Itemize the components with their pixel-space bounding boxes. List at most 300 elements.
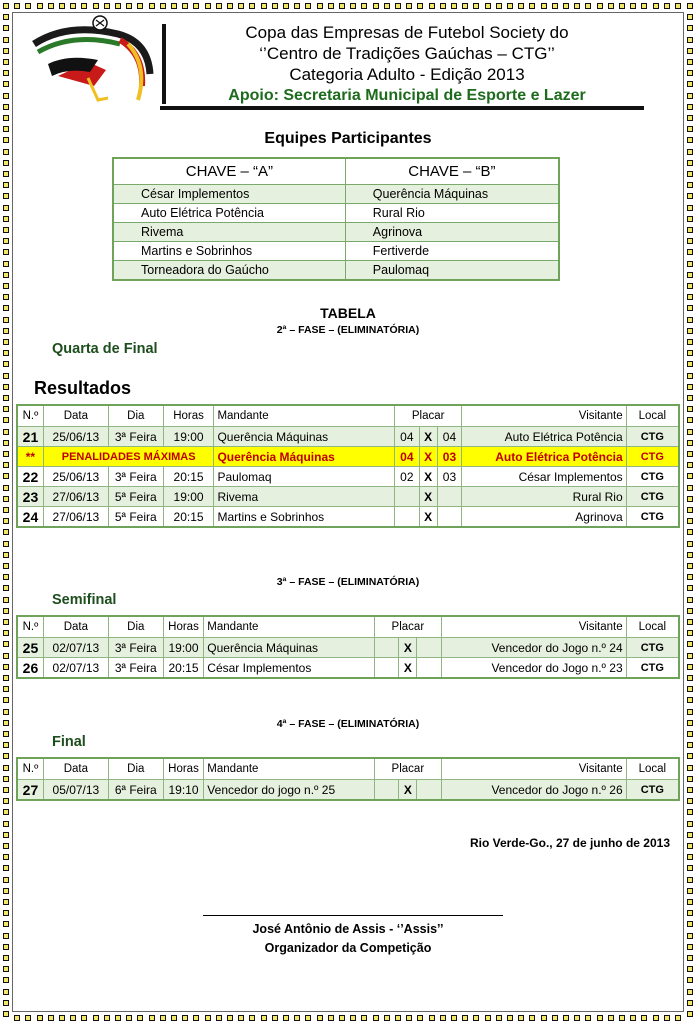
border-square xyxy=(3,261,9,267)
border-square xyxy=(687,619,693,625)
border-square xyxy=(462,1015,468,1021)
border-square xyxy=(687,832,693,838)
col-horas: Horas xyxy=(163,616,204,638)
col-num: N.º xyxy=(17,616,43,638)
header-divider-horizontal xyxy=(160,106,644,110)
home-team: Querência Máquinas xyxy=(204,638,375,658)
title-line-1: Copa das Empresas de Futebol Society do xyxy=(245,23,569,42)
game-location: CTG xyxy=(626,447,679,467)
border-square xyxy=(3,798,9,804)
border-square xyxy=(675,3,681,9)
away-score: 04 xyxy=(437,427,461,447)
table-header-row xyxy=(17,758,679,780)
border-square xyxy=(227,1015,233,1021)
game-number: 22 xyxy=(17,467,43,487)
border-square xyxy=(687,149,693,155)
team-cell: Querência Máquinas xyxy=(345,185,559,204)
col-data: Data xyxy=(43,405,108,427)
border-square xyxy=(687,966,693,972)
border-square xyxy=(485,3,491,9)
game-date: 27/06/13 xyxy=(43,507,108,528)
border-square xyxy=(687,709,693,715)
score-separator: X xyxy=(419,467,437,487)
border-square xyxy=(687,440,693,446)
border-square xyxy=(687,227,693,233)
border-square xyxy=(3,888,9,894)
border-square xyxy=(3,373,9,379)
border-square xyxy=(283,1015,289,1021)
game-day: 3ª Feira xyxy=(108,427,163,447)
border-square xyxy=(317,1015,323,1021)
border-square xyxy=(574,3,580,9)
border-square xyxy=(529,1015,535,1021)
border-square xyxy=(37,1015,43,1021)
border-square xyxy=(70,3,76,9)
border-square xyxy=(687,664,693,670)
game-time: 20:15 xyxy=(163,467,214,487)
border-square xyxy=(687,753,693,759)
border-square xyxy=(104,3,110,9)
border-square xyxy=(485,1015,491,1021)
border-square xyxy=(3,989,9,995)
col-visitante: Visitante xyxy=(441,758,626,780)
border-square xyxy=(687,339,693,345)
border-square xyxy=(328,3,334,9)
border-square xyxy=(3,608,9,614)
semifinal-table xyxy=(16,615,680,679)
table-row xyxy=(17,467,679,487)
border-square xyxy=(3,395,9,401)
border-square xyxy=(541,3,547,9)
game-date: 27/06/13 xyxy=(43,487,108,507)
phase-2-heading: 2ª – FASE – (ELIMINATÓRIA) xyxy=(276,324,420,336)
border-square xyxy=(687,406,693,412)
border-square xyxy=(3,653,9,659)
border-square xyxy=(249,3,255,9)
team-cell: Torneadora do Gaúcho xyxy=(113,261,345,281)
game-number: 21 xyxy=(17,427,43,447)
team-cell: Martins e Sobrinhos xyxy=(113,242,345,261)
border-square xyxy=(687,955,693,961)
border-square xyxy=(687,675,693,681)
border-square xyxy=(687,171,693,177)
border-square xyxy=(3,541,9,547)
game-time: 19:00 xyxy=(163,427,214,447)
game-number: 27 xyxy=(17,780,43,801)
border-square xyxy=(3,597,9,603)
border-square xyxy=(687,989,693,995)
border-square xyxy=(238,3,244,9)
title-line-2: ‘’Centro de Tradições Gaúchas – CTG’’ xyxy=(259,44,555,63)
border-square xyxy=(350,3,356,9)
away-team: Vencedor do Jogo n.º 26 xyxy=(441,780,626,801)
border-square xyxy=(3,37,9,43)
border-square xyxy=(687,742,693,748)
phase-4-heading: 4ª – FASE – (ELIMINATÓRIA) xyxy=(276,718,420,730)
table-row xyxy=(17,780,679,801)
border-square xyxy=(182,3,188,9)
game-location: CTG xyxy=(626,658,679,679)
border-square xyxy=(3,966,9,972)
col-local: Local xyxy=(626,758,679,780)
border-square xyxy=(687,552,693,558)
border-square xyxy=(261,1015,267,1021)
table-row xyxy=(17,638,679,658)
border-square xyxy=(687,384,693,390)
penalty-row xyxy=(17,447,679,467)
border-square xyxy=(126,3,132,9)
game-time: 20:15 xyxy=(163,658,204,679)
border-square xyxy=(417,3,423,9)
game-date: 25/06/13 xyxy=(43,427,108,447)
away-score xyxy=(417,658,441,679)
border-square xyxy=(687,1000,693,1006)
signature-name: José Antônio de Assis - ‘’Assis’’ xyxy=(252,922,444,936)
game-time: 20:15 xyxy=(163,507,214,528)
border-square xyxy=(361,3,367,9)
game-location: CTG xyxy=(626,507,679,528)
border-square xyxy=(3,25,9,31)
border-square xyxy=(687,81,693,87)
border-square xyxy=(3,93,9,99)
col-visitante: Visitante xyxy=(441,616,626,638)
border-square xyxy=(294,3,300,9)
border-square xyxy=(182,1015,188,1021)
results-heading: Resultados xyxy=(34,378,132,398)
border-square xyxy=(3,182,9,188)
tabela-heading: TABELA xyxy=(320,305,376,321)
border-square xyxy=(653,1015,659,1021)
border-square xyxy=(687,473,693,479)
border-square xyxy=(687,597,693,603)
away-team: César Implementos xyxy=(462,467,626,487)
border-square xyxy=(25,1015,31,1021)
border-square xyxy=(3,384,9,390)
semifinal-heading: Semifinal xyxy=(52,592,117,608)
border-square xyxy=(305,3,311,9)
border-square xyxy=(406,3,412,9)
border-square xyxy=(687,451,693,457)
col-visitante: Visitante xyxy=(462,405,626,427)
game-number: 24 xyxy=(17,507,43,528)
col-data: Data xyxy=(43,616,108,638)
border-square xyxy=(3,1000,9,1006)
away-score xyxy=(437,507,461,528)
border-square xyxy=(687,507,693,513)
border-square xyxy=(272,1015,278,1021)
border-square xyxy=(149,1015,155,1021)
score-separator: X xyxy=(419,427,437,447)
border-square xyxy=(687,910,693,916)
border-square xyxy=(216,3,222,9)
border-square xyxy=(585,1015,591,1021)
border-square xyxy=(3,765,9,771)
border-square xyxy=(630,3,636,9)
border-square xyxy=(687,518,693,524)
border-square xyxy=(48,3,54,9)
game-location: CTG xyxy=(626,487,679,507)
border-square xyxy=(687,37,693,43)
border-square xyxy=(687,765,693,771)
table-row xyxy=(113,185,559,204)
soccer-player-logo-icon xyxy=(28,14,154,106)
border-square xyxy=(3,697,9,703)
border-square xyxy=(3,821,9,827)
border-square xyxy=(687,899,693,905)
border-square xyxy=(641,3,647,9)
border-square xyxy=(3,518,9,524)
game-day: 5ª Feira xyxy=(108,507,163,528)
border-square xyxy=(3,552,9,558)
col-num: N.º xyxy=(17,758,43,780)
game-time: 19:00 xyxy=(163,487,214,507)
border-square xyxy=(14,3,20,9)
border-square xyxy=(687,653,693,659)
penalty-marker: ** xyxy=(17,447,43,467)
col-local: Local xyxy=(626,405,679,427)
game-date: 05/07/13 xyxy=(43,780,108,801)
col-placar: Placar xyxy=(374,616,441,638)
border-square xyxy=(3,899,9,905)
border-square xyxy=(25,3,31,9)
home-team: Querência Máquinas xyxy=(214,447,395,467)
border-square xyxy=(3,787,9,793)
border-square xyxy=(687,104,693,110)
border-square xyxy=(373,3,379,9)
quarter-final-heading: Quarta de Final xyxy=(52,341,158,357)
game-date: 02/07/13 xyxy=(43,638,108,658)
game-location: CTG xyxy=(626,780,679,801)
col-dia: Dia xyxy=(108,616,163,638)
border-square xyxy=(687,294,693,300)
game-location: CTG xyxy=(626,638,679,658)
border-square xyxy=(687,798,693,804)
border-square xyxy=(451,1015,457,1021)
border-square xyxy=(687,854,693,860)
border-square xyxy=(687,843,693,849)
border-square xyxy=(3,664,9,670)
home-score: 02 xyxy=(395,467,419,487)
home-score xyxy=(374,780,398,801)
border-square xyxy=(3,48,9,54)
border-square xyxy=(687,59,693,65)
game-day: 5ª Feira xyxy=(108,487,163,507)
border-square xyxy=(3,776,9,782)
border-square xyxy=(687,529,693,535)
border-square xyxy=(687,485,693,491)
border-square xyxy=(115,3,121,9)
border-square xyxy=(429,1015,435,1021)
border-square xyxy=(687,261,693,267)
border-square xyxy=(687,14,693,20)
border-square xyxy=(283,3,289,9)
date-place: Rio Verde-Go., 27 de junho de 2013 xyxy=(469,836,670,850)
border-square xyxy=(3,3,9,9)
quarter-final-table xyxy=(16,404,680,528)
border-square xyxy=(687,272,693,278)
border-square xyxy=(3,686,9,692)
border-square xyxy=(563,3,569,9)
border-square xyxy=(687,686,693,692)
title-line-support: Apoio: Secretaria Municipal de Esporte e Lazer xyxy=(228,87,586,104)
penalty-label: PENALIDADES MÁXIMAS xyxy=(43,447,214,467)
border-square xyxy=(687,283,693,289)
border-square xyxy=(3,854,9,860)
border-square xyxy=(687,821,693,827)
border-square xyxy=(3,630,9,636)
border-square xyxy=(3,238,9,244)
col-horas: Horas xyxy=(163,405,214,427)
decorative-border-left xyxy=(0,0,12,1024)
border-square xyxy=(3,641,9,647)
team-cell: Paulomaq xyxy=(345,261,559,281)
border-square xyxy=(597,3,603,9)
game-number: 25 xyxy=(17,638,43,658)
border-square xyxy=(37,3,43,9)
page-title xyxy=(172,22,642,106)
border-square xyxy=(3,406,9,412)
border-square xyxy=(496,3,502,9)
border-square xyxy=(687,350,693,356)
signature-role: Organizador da Competição xyxy=(264,941,432,955)
border-square xyxy=(597,1015,603,1021)
border-square xyxy=(115,1015,121,1021)
border-square xyxy=(384,3,390,9)
border-square xyxy=(384,1015,390,1021)
border-square xyxy=(451,3,457,9)
border-square xyxy=(687,865,693,871)
border-square xyxy=(3,496,9,502)
border-square xyxy=(193,3,199,9)
border-square xyxy=(687,93,693,99)
border-square xyxy=(3,529,9,535)
border-square xyxy=(160,1015,166,1021)
border-square xyxy=(429,3,435,9)
border-square xyxy=(687,630,693,636)
away-score xyxy=(417,638,441,658)
away-score: 03 xyxy=(437,447,461,467)
border-square xyxy=(3,104,9,110)
border-square xyxy=(574,1015,580,1021)
border-square xyxy=(3,339,9,345)
table-header-row xyxy=(17,405,679,427)
border-square xyxy=(3,731,9,737)
border-square xyxy=(473,1015,479,1021)
border-square xyxy=(305,1015,311,1021)
border-square xyxy=(93,3,99,9)
border-square xyxy=(653,3,659,9)
border-square xyxy=(3,675,9,681)
border-square xyxy=(3,563,9,569)
border-square xyxy=(687,1011,693,1017)
border-square xyxy=(137,3,143,9)
border-square xyxy=(171,1015,177,1021)
away-score xyxy=(437,487,461,507)
border-square xyxy=(417,1015,423,1021)
home-score: 04 xyxy=(395,427,419,447)
border-square xyxy=(3,451,9,457)
border-square xyxy=(272,3,278,9)
border-square xyxy=(3,1011,9,1017)
border-square xyxy=(3,171,9,177)
away-score xyxy=(417,780,441,801)
away-team: Vencedor do Jogo n.º 23 xyxy=(441,658,626,679)
border-square xyxy=(440,3,446,9)
phase-3-heading: 3ª – FASE – (ELIMINATÓRIA) xyxy=(276,576,420,588)
border-square xyxy=(630,1015,636,1021)
home-score xyxy=(395,507,419,528)
home-team: Vencedor do jogo n.º 25 xyxy=(204,780,375,801)
border-square xyxy=(3,910,9,916)
border-square xyxy=(149,3,155,9)
table-row xyxy=(17,658,679,679)
border-square xyxy=(3,283,9,289)
game-time: 19:00 xyxy=(163,638,204,658)
border-square xyxy=(328,1015,334,1021)
border-square xyxy=(687,877,693,883)
border-square xyxy=(3,115,9,121)
col-data: Data xyxy=(43,758,108,780)
border-square xyxy=(687,776,693,782)
header-divider-vertical xyxy=(162,24,166,104)
border-square xyxy=(59,3,65,9)
border-square xyxy=(687,115,693,121)
border-square xyxy=(171,3,177,9)
border-square xyxy=(507,1015,513,1021)
away-team: Agrinova xyxy=(462,507,626,528)
border-square xyxy=(687,361,693,367)
border-square xyxy=(585,3,591,9)
away-score: 03 xyxy=(437,467,461,487)
game-number: 23 xyxy=(17,487,43,507)
border-square xyxy=(294,1015,300,1021)
border-square xyxy=(3,249,9,255)
game-date: 02/07/13 xyxy=(43,658,108,679)
border-square xyxy=(619,3,625,9)
home-team: Martins e Sobrinhos xyxy=(214,507,395,528)
border-square xyxy=(687,496,693,502)
col-horas: Horas xyxy=(163,758,204,780)
border-square xyxy=(552,3,558,9)
col-placar: Placar xyxy=(395,405,462,427)
home-score xyxy=(395,487,419,507)
chave-b-header: CHAVE – “B” xyxy=(345,158,559,185)
border-square xyxy=(3,832,9,838)
game-time: 19:10 xyxy=(163,780,204,801)
border-square xyxy=(687,182,693,188)
teams-heading: Equipes Participantes xyxy=(264,130,432,147)
home-team: Querência Máquinas xyxy=(214,427,395,447)
border-square xyxy=(48,1015,54,1021)
game-day: 6ª Feira xyxy=(108,780,163,801)
game-day: 3ª Feira xyxy=(108,638,163,658)
border-square xyxy=(608,1015,614,1021)
border-square xyxy=(3,507,9,513)
border-square xyxy=(687,70,693,76)
table-header-row xyxy=(17,616,679,638)
border-square xyxy=(440,1015,446,1021)
decorative-border-right xyxy=(684,0,696,1024)
border-square xyxy=(687,697,693,703)
game-location: CTG xyxy=(626,427,679,447)
border-square xyxy=(687,193,693,199)
border-square xyxy=(3,843,9,849)
border-square xyxy=(3,361,9,367)
border-square xyxy=(687,809,693,815)
home-score xyxy=(374,638,398,658)
border-square xyxy=(687,888,693,894)
border-square xyxy=(3,205,9,211)
